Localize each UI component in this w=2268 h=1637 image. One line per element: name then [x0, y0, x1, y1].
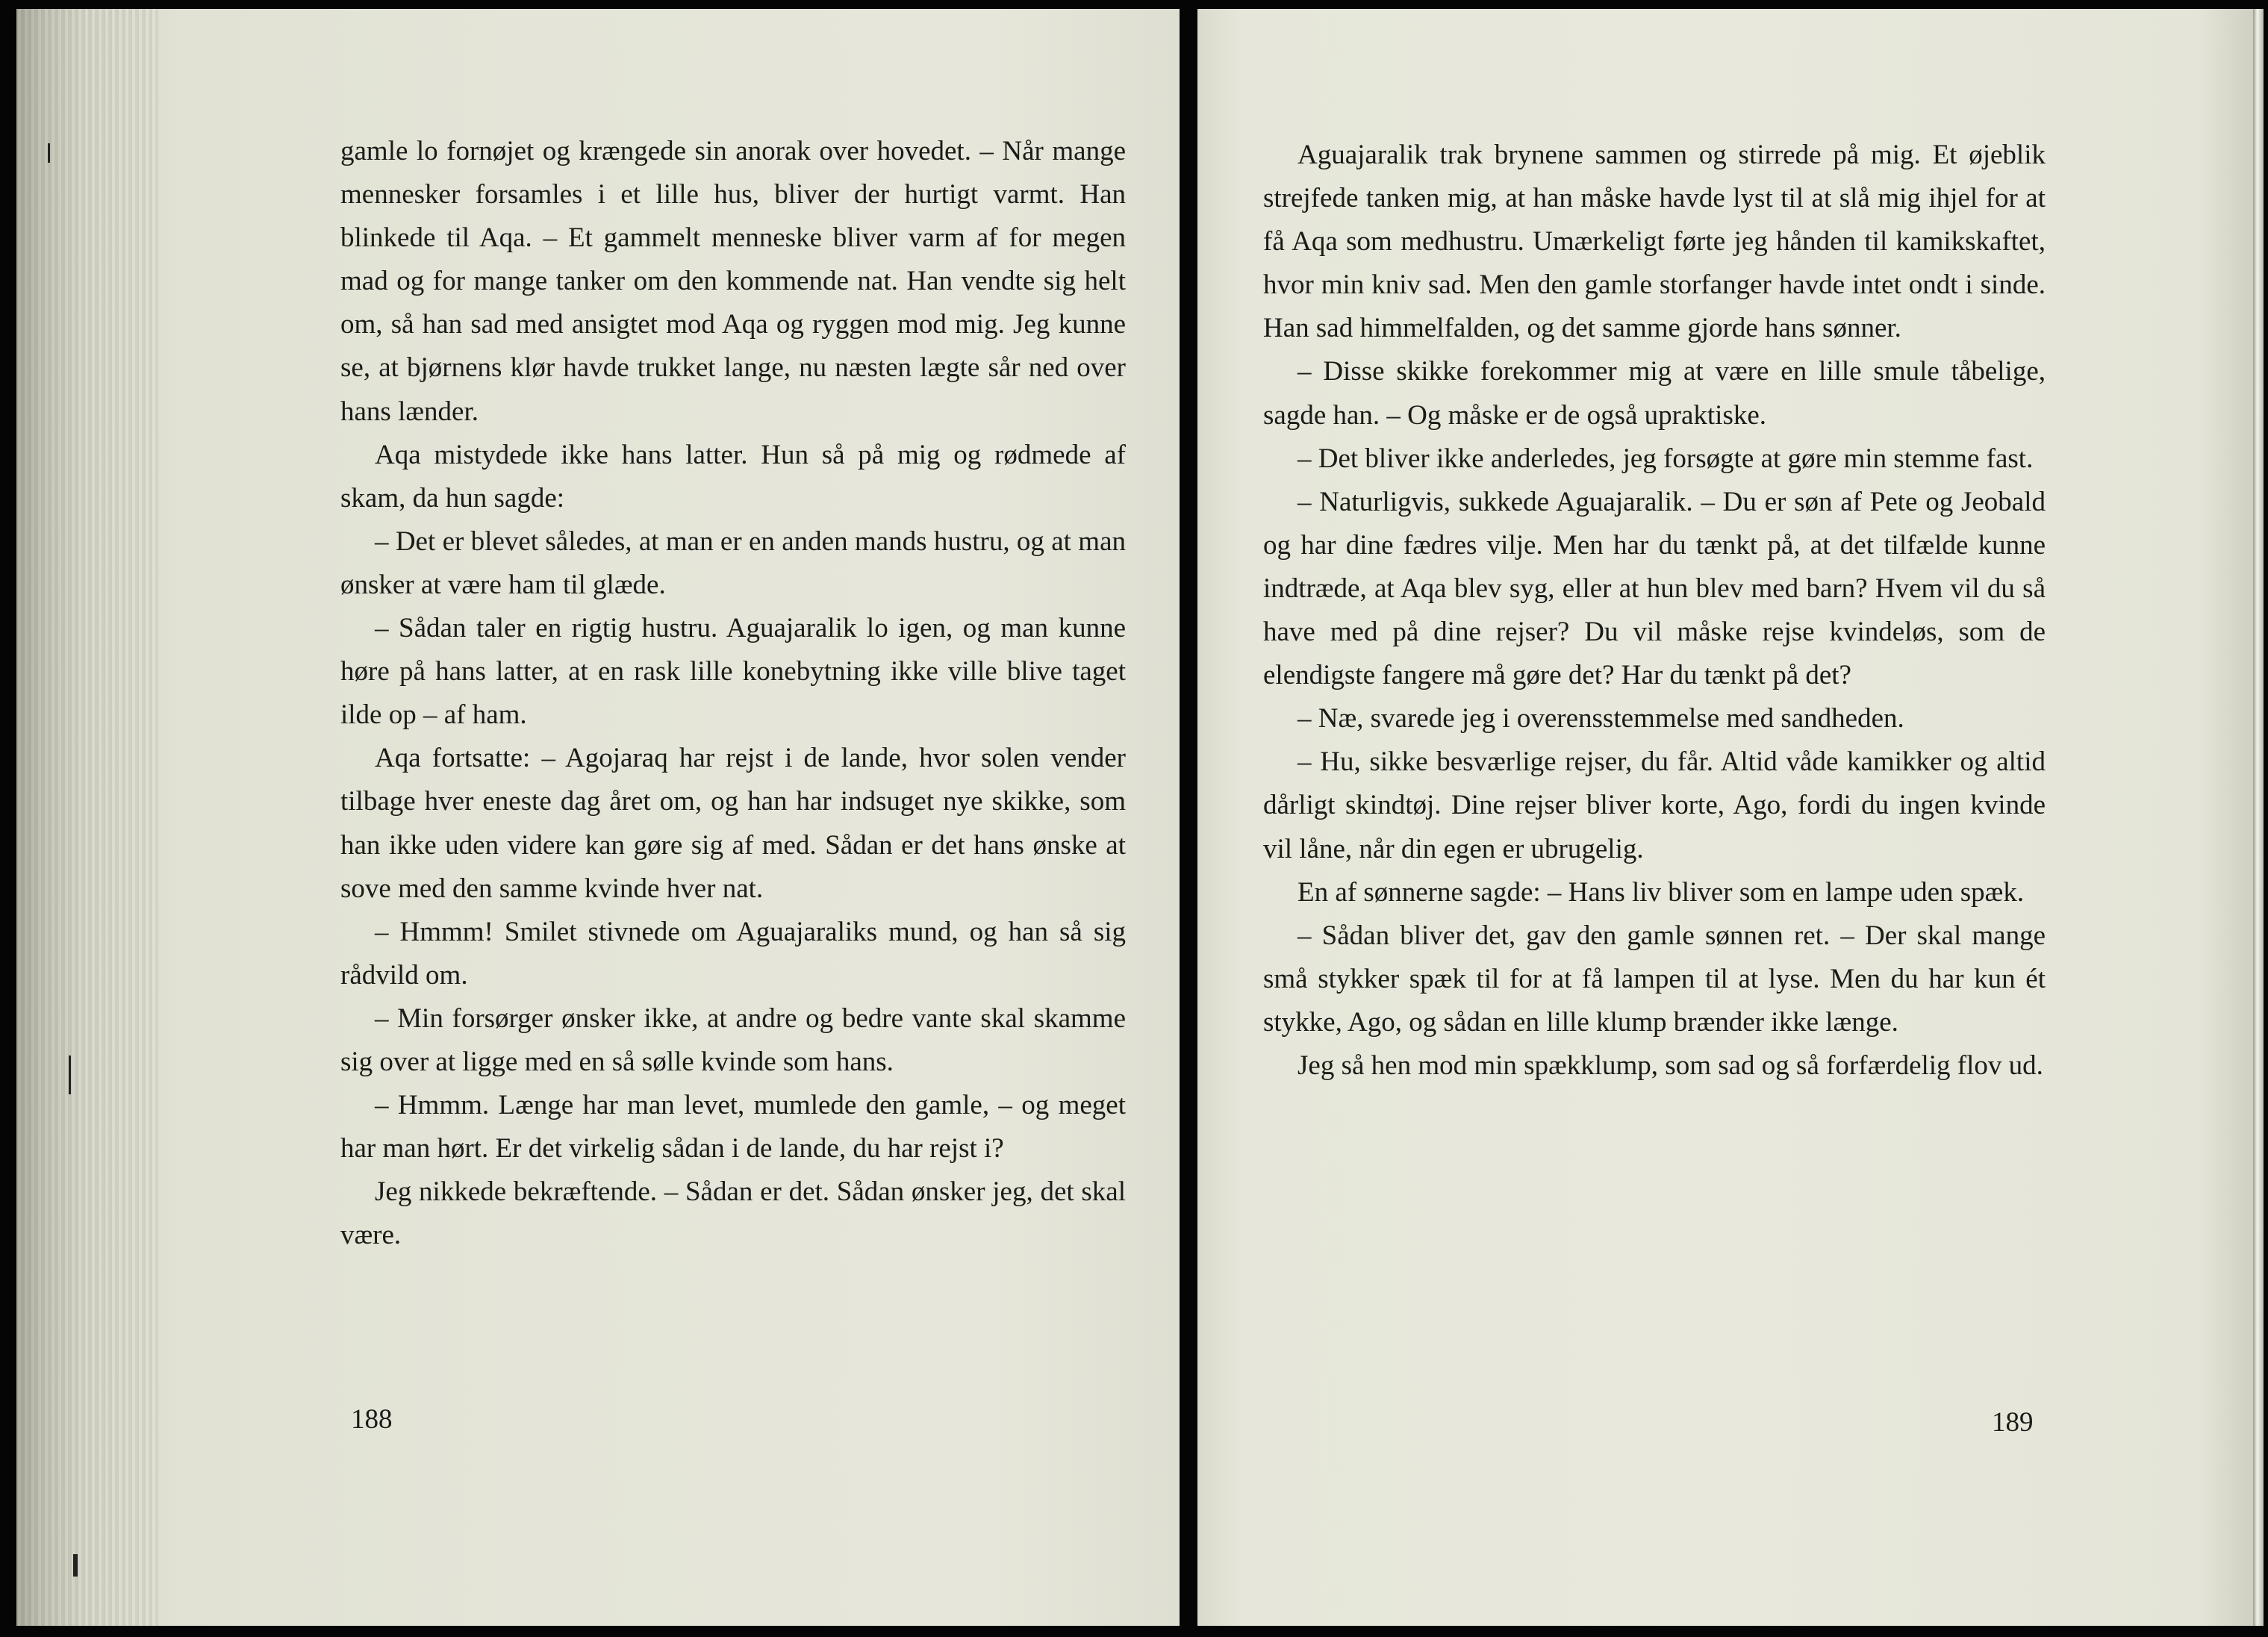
paragraph: Aguajaralik trak brynene sammen og stirrede på mig. Et øjeblik strejfede tanken mig, at han måske havde lyst til at slå mig ihjel for at få Aqa som medhustru. Umærkeligt førte jeg hånden til kamikskaftet, hvor min kniv sad. Men den gamle storfanger havde intet ondt i sinde. Han sad himmelfalden, og det samme gjorde hans sønner.	[1263, 140, 2046, 344]
paragraph: – Naturligvis, sukkede Aguajaralik. – Du er søn af Pete og Jeobald og har dine fædres vilje. Men har du tænkt på, at det tilfælde kunne indtræde, at Aqa blev syg, eller at hun blev med barn? Hvem vil du så have med på dine rejser? Du vil måske rejse kvindeløs, som de elendigste fangere må gøre det? Har du tænkt på det?	[1263, 486, 2046, 691]
paragraph: – Disse skikke forekommer mig at være en lille smule tåbelige, sagde han. – Og måske er de også upraktiske.	[1263, 356, 2046, 431]
right-page	[1197, 9, 2253, 1626]
paragraph: – Sådan bliver det, gav den gamle sønnen ret. – Der skal mange små stykker spæk til for at få lampen til at lyse. Men du har kun ét stykke, Ago, og sådan en lille klump brænder ikke længe.	[1263, 920, 2046, 1038]
paragraph: – Hmmm! Smilet stivnede om Aguajaraliks mund, og han så sig rådvild om.	[340, 916, 1126, 991]
right-page-text	[1263, 134, 2046, 1088]
print-speck	[69, 1056, 71, 1094]
paragraph: gamle lo fornøjet og krængede sin anorak over hovedet. – Når mange mennesker forsamles i et lille hus, bliver der hurtigt varmt. Han blinkede til Aqa. – Et gammelt menneske bliver varm af for megen mad og for mange tanker om den kommende nat. Han vendte sig helt om, så han sad med ansigtet mod Aqa og ryggen mod mig. Jeg kunne se, at bjørnens klør havde trukket lange, nu næsten lægte sår ned over hans lænder.	[340, 136, 1126, 427]
paragraph: En af sønnerne sagde: – Hans liv bliver som en lampe uden spæk.	[1297, 876, 2025, 908]
paragraph: – Næ, svarede jeg i overensstemmelse med sandheden.	[1297, 703, 1904, 735]
page-edge	[2253, 9, 2264, 1626]
paragraph: – Hu, sikke besværlige rejser, du får. Altid våde kamikker og altid dårligt skindtøj. Dine rejser bliver korte, Ago, fordi du ingen kvinde vil låne, når din egen er ubrugelig.	[1263, 746, 2046, 864]
paragraph: Aqa fortsatte: – Agojaraq har rejst i de lande, hvor solen vender tilbage hver eneste dag året om, og han har indsuget nye skikke, som han ikke uden videre kan gøre sig af med. Sådan er det hans ønske at sove med den samme kvinde hver nat.	[340, 743, 1126, 904]
left-page-text	[340, 130, 1126, 1257]
paragraph: – Det er blevet således, at man er en anden mands hustru, og at man ønsker at være ham til glæde.	[340, 526, 1126, 600]
paragraph: Jeg så hen mod min spækklump, som sad og så forfærdelig flov ud.	[1297, 1050, 2043, 1081]
paragraph: – Sådan taler en rigtig hustru. Aguajaralik lo igen, og man kunne høre på hans latter, at en rask lille konebytning ikke ville blive taget ilde op – af ham.	[340, 613, 1126, 731]
paragraph: – Det bliver ikke anderledes, jeg forsøgte at gøre min stemme fast.	[1297, 443, 2034, 474]
page-number: 188	[351, 1404, 393, 1435]
paragraph: – Min forsørger ønsker ikke, at andre og bedre vante skal skamme sig over at ligge med en så sølle kvinde som hans.	[340, 1003, 1126, 1077]
print-speck	[48, 143, 50, 163]
paragraph: – Hmmm. Længe har man levet, mumlede den gamle, – og meget har man hørt. Er det virkelig sådan i de lande, du har rejst i?	[340, 1090, 1126, 1164]
paragraph: Jeg nikkede bekræftende. – Sådan er det. Sådan ønsker jeg, det skal være.	[340, 1176, 1126, 1251]
left-page	[16, 9, 1180, 1626]
page-number: 189	[1992, 1407, 2034, 1438]
print-speck	[73, 1554, 78, 1577]
paragraph: Aqa mistydede ikke hans latter. Hun så på mig og rødmede af skam, da hun sagde:	[340, 439, 1126, 514]
